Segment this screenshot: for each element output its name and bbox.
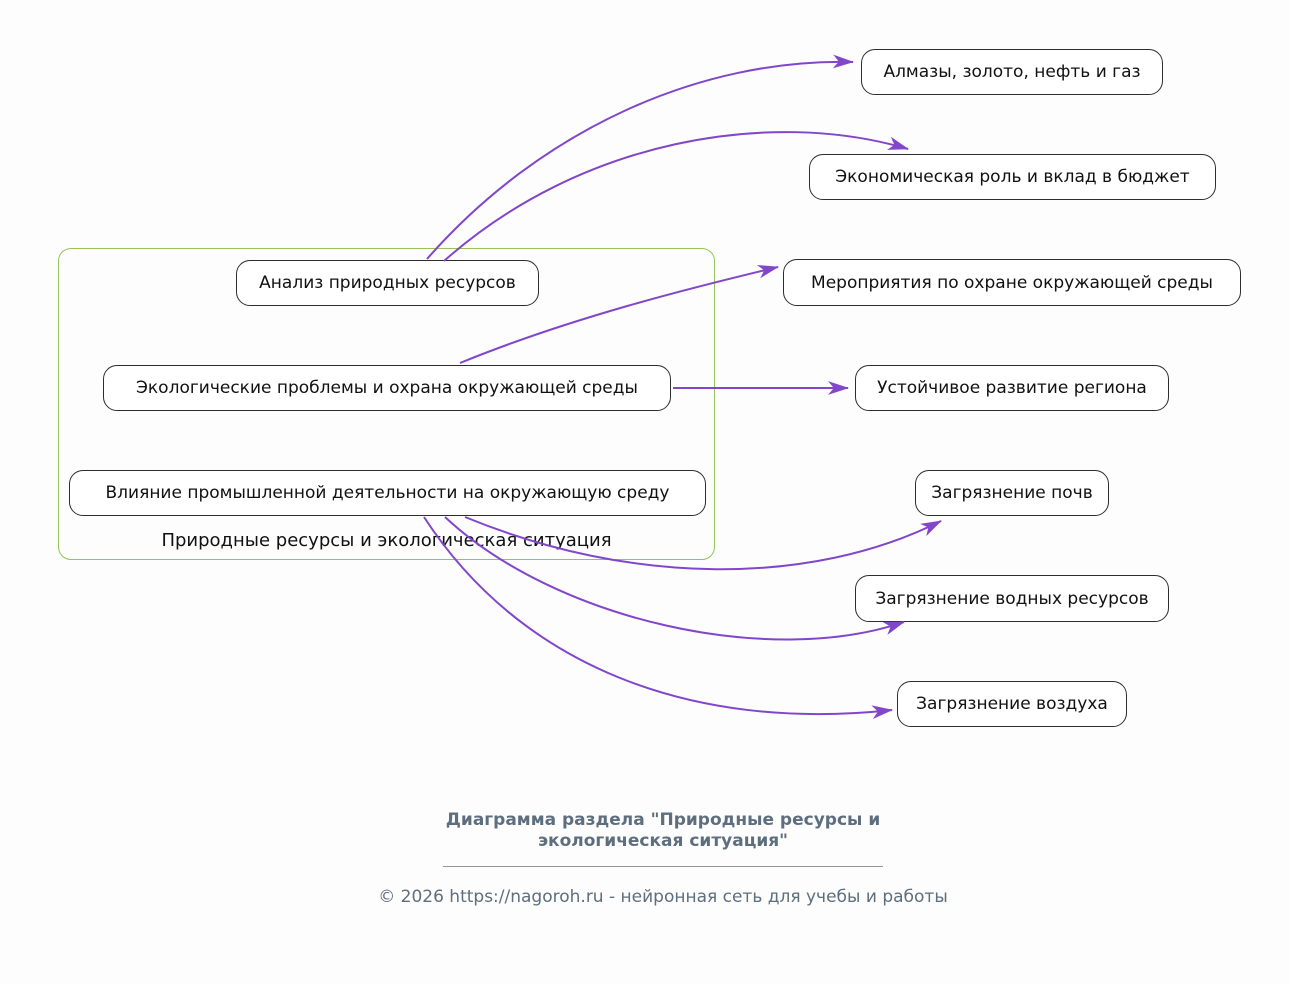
- node-sustainable-development: [855, 365, 1169, 411]
- footer-title-line1: Диаграмма раздела "Природные ресурсы и: [445, 810, 881, 830]
- node-environment-protection-measures: [783, 259, 1241, 306]
- node-water-pollution: [855, 575, 1169, 622]
- cluster-label: Природные ресурсы и экологическая ситуация: [161, 530, 612, 551]
- node-soil-pollution: [915, 470, 1109, 516]
- node-air-pollution: [897, 681, 1127, 727]
- footer-title: [363, 810, 963, 852]
- footer-divider: [443, 866, 883, 867]
- node-label: Загрязнение воздуха: [916, 694, 1108, 714]
- node-economic-role-budget: [809, 154, 1216, 200]
- node-label: Загрязнение почв: [931, 483, 1093, 503]
- node-label: Влияние промышленной деятельности на окружающую среду: [105, 483, 670, 503]
- node-label: Загрязнение водных ресурсов: [875, 588, 1149, 609]
- node-industrial-impact: [69, 470, 706, 516]
- node-label: Анализ природных ресурсов: [259, 273, 516, 293]
- edge-analiz-almazy: [427, 62, 853, 259]
- node-analysis-of-natural-resources: [236, 260, 539, 306]
- node-label: Устойчивое развитие региона: [877, 378, 1147, 398]
- node-label: Алмазы, золото, нефть и газ: [883, 62, 1141, 82]
- node-ecological-problems: [103, 365, 671, 411]
- node-label: Мероприятия по охране окружающей среды: [811, 272, 1213, 293]
- footer-copyright: © 2026 https://nagoroh.ru - нейронная сеть для учебы и работы: [378, 887, 948, 907]
- node-label: Экономическая роль и вклад в бюджет: [835, 167, 1190, 187]
- footer: [363, 810, 963, 907]
- footer-title-line2: экологическая ситуация": [537, 831, 789, 851]
- node-diamonds-gold-oil-gas: [861, 49, 1163, 95]
- node-label: Экологические проблемы и охрана окружающей среды: [136, 378, 638, 398]
